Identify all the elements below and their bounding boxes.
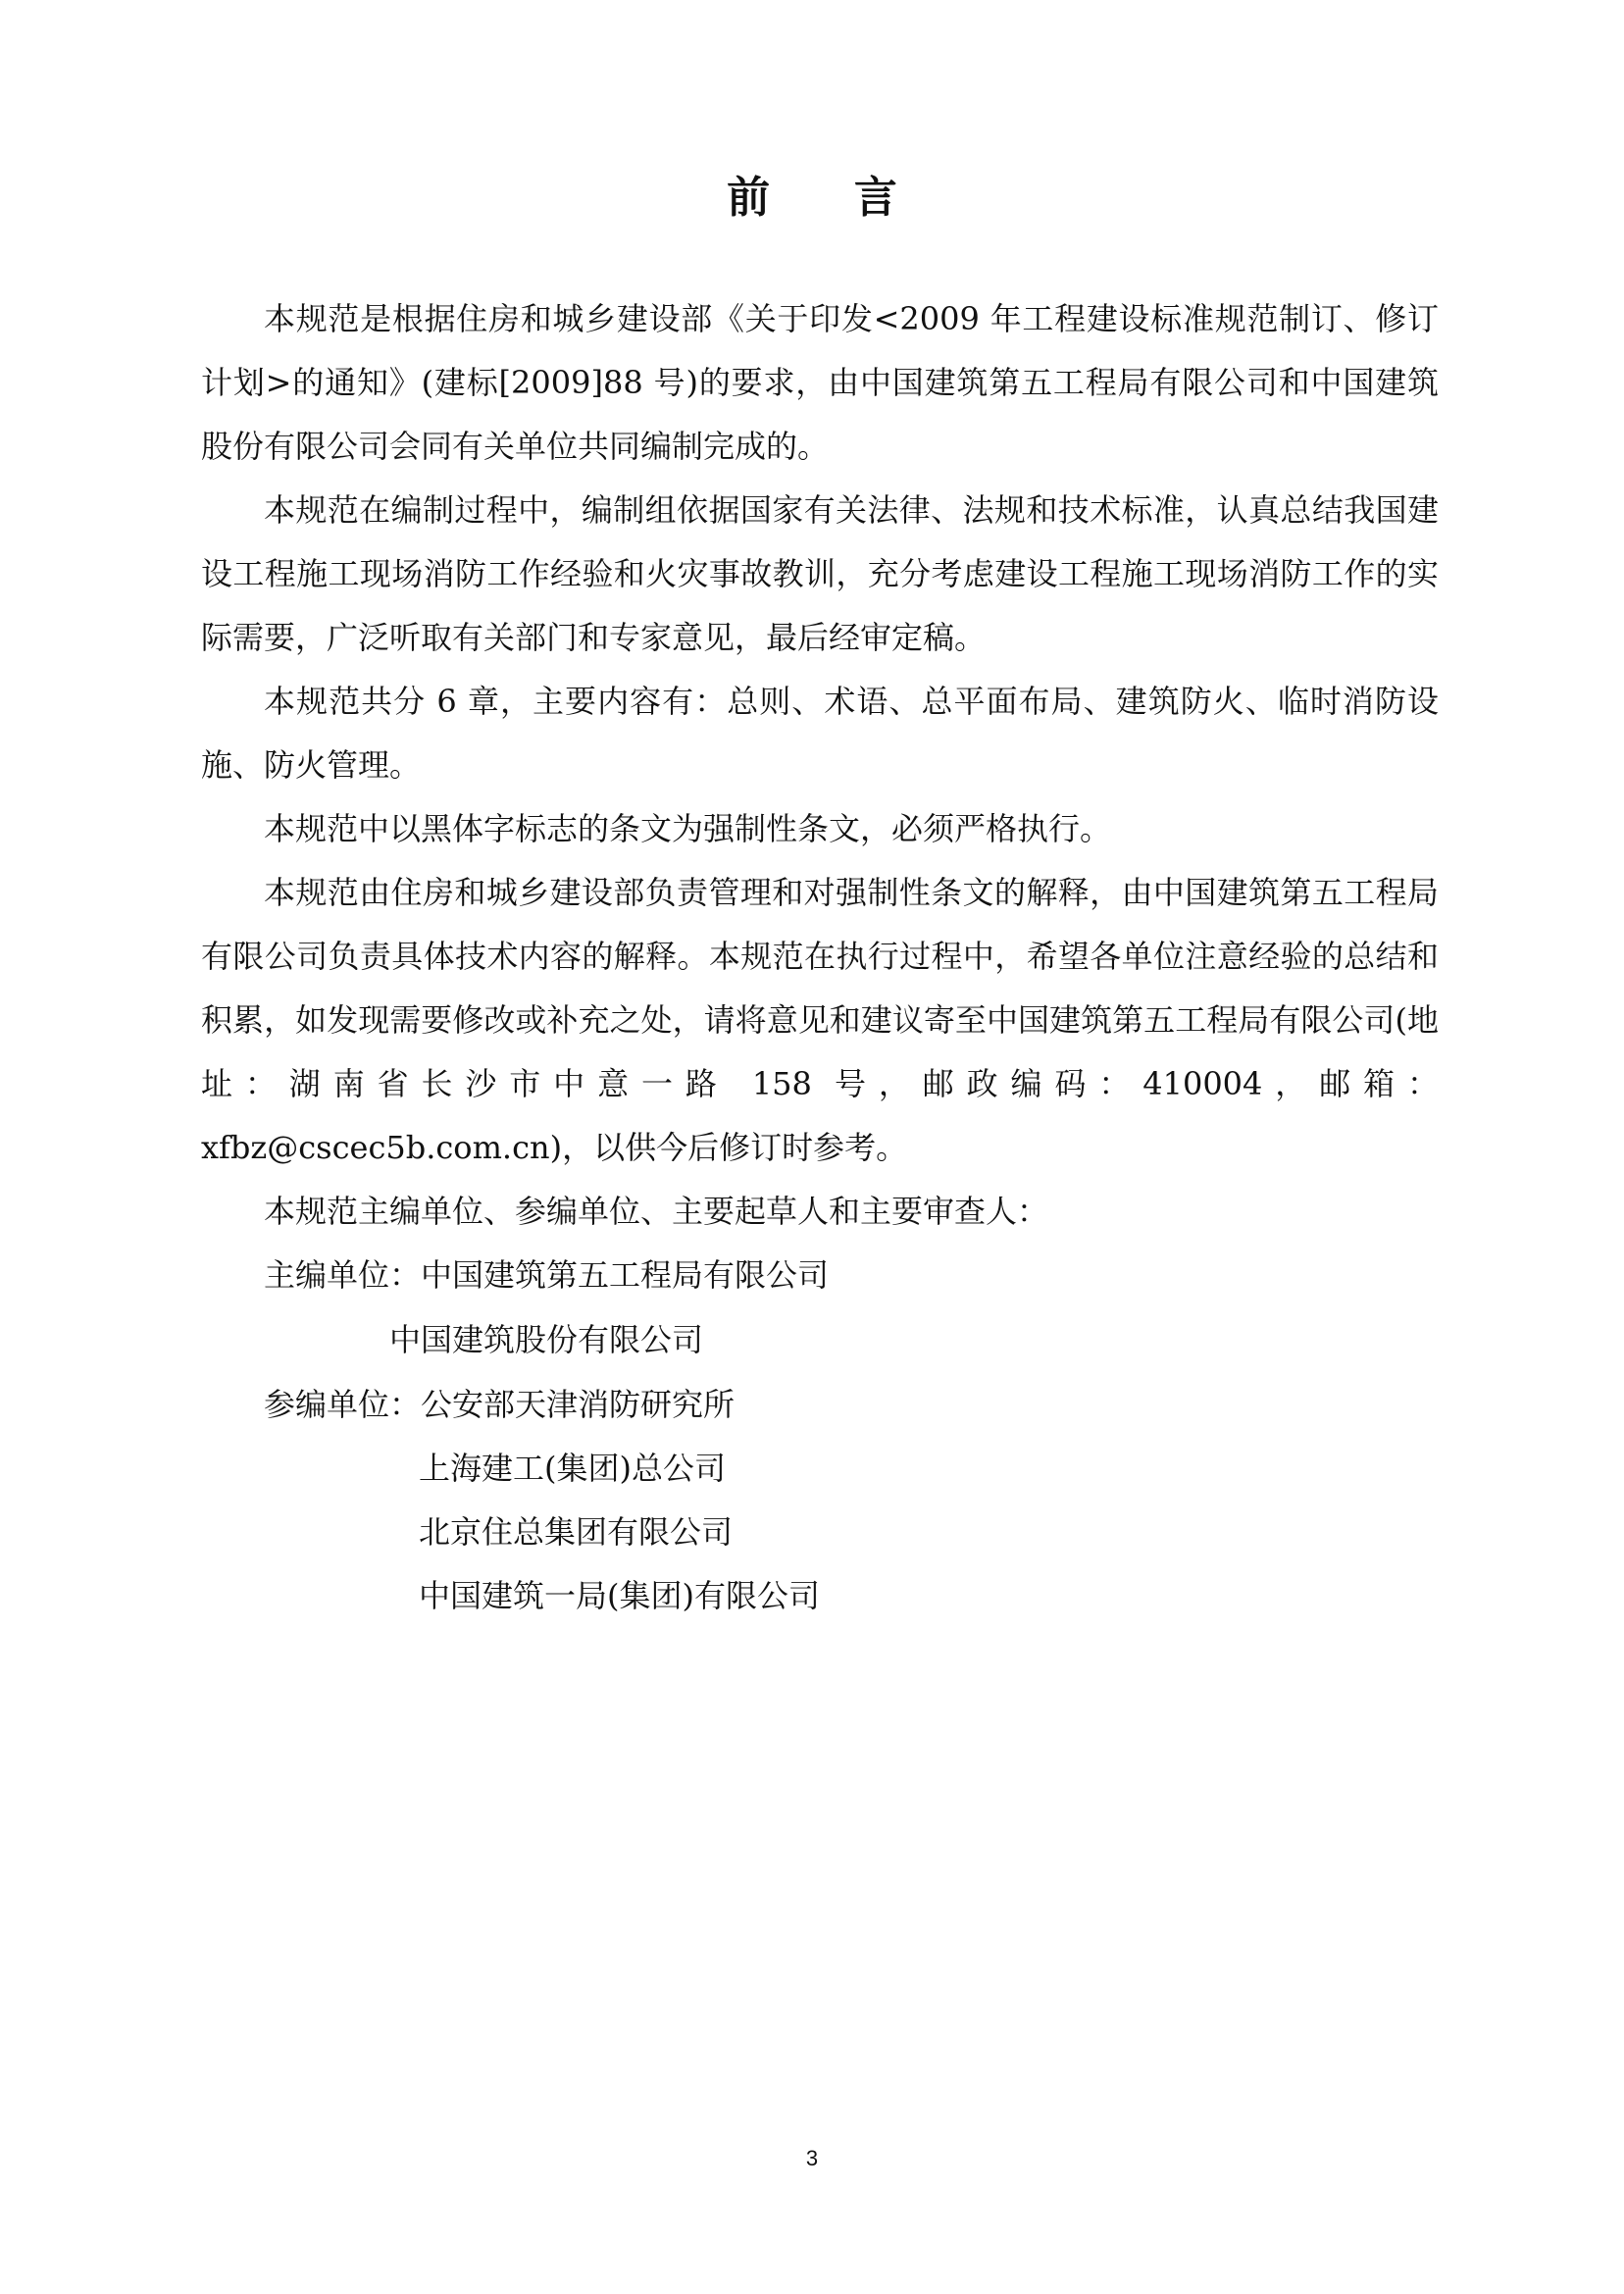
paragraph-process: 本规范在编制过程中，编制组依据国家有关法律、法规和技术标准，认真总结我国建设工程施工现场消防工作经验和火灾事故教训，充分考虑建设工程施工现场消防工作的实际需要，广泛听取有关部门和专家意见，最后经审定稿。: [201, 491, 1439, 656]
chief-editor-org: 中国建筑股份有限公司: [389, 1321, 704, 1358]
co-editor-org: 公安部天津消防研究所: [421, 1386, 736, 1423]
chief-editor-line-2: [389, 1308, 703, 1372]
co-editor-label: 参编单位：: [264, 1386, 422, 1423]
body-text: [201, 287, 1439, 1244]
chief-editor-line: [264, 1244, 829, 1307]
co-editor-orgs: [419, 1437, 820, 1628]
paragraph-mandatory: 本规范中以黑体字标志的条文为强制性条文，必须严格执行。: [264, 810, 1112, 847]
paragraph-interpretation: 本规范由住房和城乡建设部负责管理和对强制性条文的解释，由中国建筑第五工程局有限公司负责具体技术内容的解释。本规范在执行过程中，希望各单位注意经验的总结和积累，如发现需要修改或补充之处，请将意见和建议寄至中国建筑第五工程局有限公司(地址：湖南省长沙市中意一路 158 号，邮政编码：410004，邮箱：xfbz@cscec5b.com.cn)，以供今后修订时参考。: [201, 874, 1439, 1166]
page-title: 前 言: [727, 173, 933, 223]
chief-editor-org: 中国建筑第五工程局有限公司: [421, 1256, 830, 1294]
paragraph-basis: 本规范是根据住房和城乡建设部《关于印发<2009 年工程建设标准规范制订、修订计划>的通知》(建标[2009]88 号)的要求，由中国建筑第五工程局有限公司和中国建筑股份有限公司会同有关单位共同编制完成的。: [201, 300, 1439, 465]
page-number: 3: [805, 2146, 819, 2170]
paragraph-contents: 本规范共分 6 章，主要内容有：总则、术语、总平面布局、建筑防火、临时消防设施、防火管理。: [201, 683, 1439, 784]
co-editor-org: 上海建工(集团)总公司: [419, 1450, 726, 1487]
co-editor-org: 北京住总集团有限公司: [419, 1513, 734, 1551]
chief-editor-label: 主编单位：: [264, 1256, 422, 1294]
paragraph-units-intro: 本规范主编单位、参编单位、主要起草人和主要审查人：: [264, 1193, 1049, 1230]
co-editor-line: [264, 1373, 735, 1437]
co-editor-org: 中国建筑一局(集团)有限公司: [419, 1577, 820, 1614]
